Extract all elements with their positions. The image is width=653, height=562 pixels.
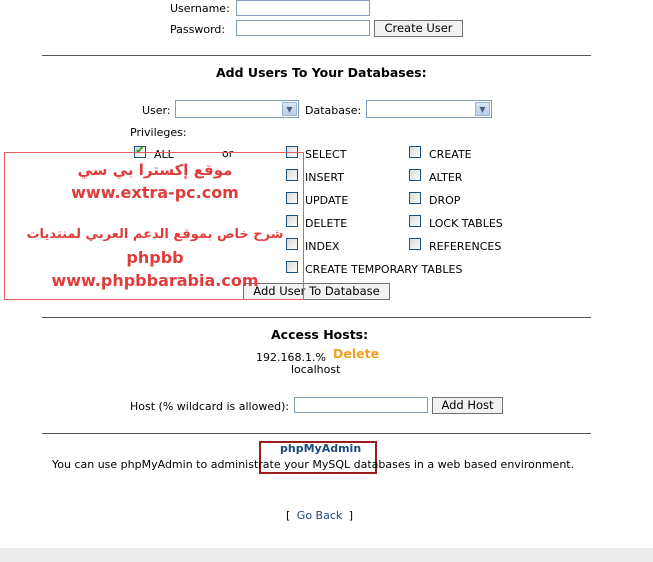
watermark-line-4: phpbb: [126, 248, 184, 267]
user-select[interactable]: [175, 100, 299, 118]
host-input[interactable]: [294, 397, 428, 413]
host-entry-2: localhost: [291, 363, 341, 376]
lock-tables-checkbox[interactable]: [409, 215, 421, 227]
insert-label: INSERT: [305, 171, 344, 184]
drop-label: DROP: [429, 194, 461, 207]
privileges-label: Privileges:: [130, 126, 187, 139]
create-temp-tables-label: CREATE TEMPORARY TABLES: [305, 263, 463, 276]
alter-label: ALTER: [429, 171, 463, 184]
database-label: Database:: [305, 104, 362, 117]
select-label: SELECT: [305, 148, 347, 161]
checkmark-icon: ✔: [135, 143, 146, 157]
database-select[interactable]: [366, 100, 492, 118]
divider: [42, 55, 591, 56]
chevron-down-icon[interactable]: ▼: [475, 102, 490, 116]
watermark-line-5: www.phpbbarabia.com: [51, 271, 259, 290]
access-hosts-heading: Access Hosts:: [271, 327, 369, 342]
watermark-line-1: موقع إكسترا بي سي: [77, 161, 233, 179]
phpmyadmin-link[interactable]: phpMyAdmin: [280, 442, 362, 455]
lock-tables-label: LOCK TABLES: [429, 217, 503, 230]
delete-priv-label: DELETE: [305, 217, 348, 230]
alter-checkbox[interactable]: [409, 169, 421, 181]
or-label: or: [222, 147, 234, 160]
update-label: UPDATE: [305, 194, 349, 207]
watermark-overlay: [4, 152, 304, 300]
bracket-close: ]: [348, 509, 354, 522]
go-back-nav: [286, 509, 353, 522]
create-checkbox[interactable]: [409, 146, 421, 158]
host-entry-1: 192.168.1.%: [256, 351, 326, 364]
watermark-line-3: شرح خاص بموقع الدعم العربي لمنتديات: [26, 227, 284, 242]
all-privileges-label: ALL: [154, 148, 174, 161]
index-label: INDEX: [305, 240, 340, 253]
bracket-open: [: [286, 509, 291, 522]
delete-host-link[interactable]: Delete: [333, 346, 380, 361]
create-user-button[interactable]: Create User: [374, 20, 463, 37]
bottom-bar: [0, 548, 653, 562]
divider: [42, 433, 591, 434]
go-back-link[interactable]: Go Back: [296, 509, 343, 522]
drop-checkbox[interactable]: [409, 192, 421, 204]
password-input[interactable]: [236, 20, 370, 36]
username-input[interactable]: [236, 0, 370, 16]
references-label: REFERENCES: [429, 240, 502, 253]
password-label: Password:: [170, 23, 226, 36]
user-label: User:: [142, 104, 171, 117]
divider: [42, 317, 591, 318]
create-label: CREATE: [429, 148, 472, 161]
references-checkbox[interactable]: [409, 238, 421, 250]
phpmyadmin-description: You can use phpMyAdmin to administrate your MySQL databases in a web based environment.: [52, 458, 575, 471]
chevron-down-icon[interactable]: ▼: [282, 102, 297, 116]
add-user-to-database-button[interactable]: Add User To Database: [243, 283, 390, 300]
add-host-button[interactable]: Add Host: [432, 397, 503, 414]
host-label: Host (% wildcard is allowed):: [130, 400, 290, 413]
add-users-heading: Add Users To Your Databases:: [216, 65, 427, 80]
username-label: Username:: [170, 2, 230, 15]
watermark-line-2: www.extra-pc.com: [71, 183, 239, 202]
